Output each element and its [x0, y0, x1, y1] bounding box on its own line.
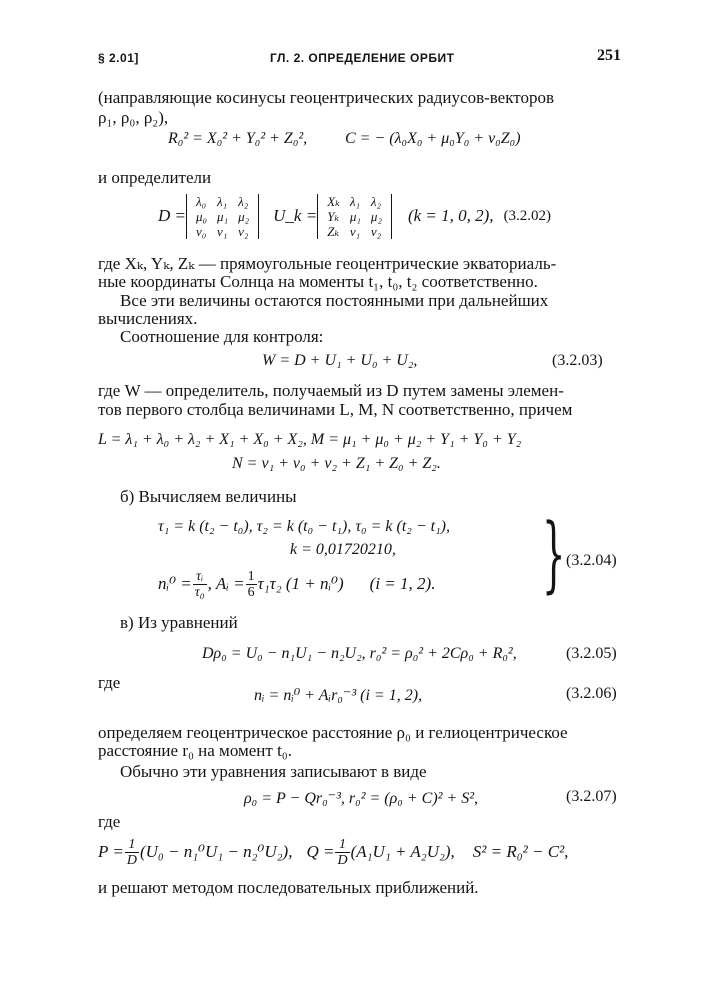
determinant-cell: ν₁ — [349, 223, 361, 239]
determinant-cell: μ₁ — [349, 208, 361, 224]
determinant-cell: μ₀ — [196, 208, 208, 224]
equation-number: (3.2.04) — [566, 552, 617, 569]
fraction-numerator: 1 — [335, 837, 349, 853]
determinant-cell: ν₂ — [238, 223, 249, 239]
fraction-denominator: D — [337, 852, 348, 868]
equation-number: (3.2.05) — [566, 645, 617, 662]
chapter-title: ГЛ. 2. ОПРЕДЕЛЕНИЕ ОРБИТ — [270, 51, 455, 65]
equation-r0: R₀² = X₀² + Y₀² + Z₀², — [168, 130, 308, 147]
det-condition: (k = 1, 0, 2), — [407, 206, 494, 225]
fraction-denominator: 6 — [247, 584, 255, 600]
determinant-row — [322, 224, 387, 239]
paragraph-line: (направляющие косинусы геоцентрических радиусов-векторов — [98, 88, 554, 107]
equation-pqs — [98, 830, 568, 874]
paragraph-line: расстояние r₀ на момент t₀. — [98, 741, 292, 760]
fraction — [193, 569, 207, 600]
equation-n: N = ν₁ + ν₀ + ν₂ + Z₁ + Z₀ + Z₂. — [232, 455, 441, 472]
equation-drho: Dρ₀ = U₀ − n₁U₁ − n₂U₂, r₀² = ρ₀² + 2Cρ₀ + R₀², — [202, 645, 517, 662]
paragraph-line: где W — определитель, получаемый из D путем замены элемен- — [98, 381, 564, 400]
determinant-row — [191, 209, 254, 224]
eq-q-rhs: (A₁U₁ + A₂U₂), — [350, 842, 455, 861]
paragraph-line: Обычно эти уравнения записывают в виде — [120, 762, 427, 781]
paragraph-line: ρ₁, ρ₀, ρ₂), — [98, 108, 169, 127]
determinant-cell: Xₖ — [327, 193, 340, 209]
page-number: 251 — [597, 47, 621, 64]
fraction — [125, 837, 139, 868]
paragraph-line: и решают методом последовательных приближений. — [98, 878, 479, 897]
det-d-label: D = — [158, 206, 186, 225]
eq-a-lhs: , Aᵢ = — [207, 574, 245, 593]
determinant-cell: λ₁ — [349, 193, 361, 209]
equation-number: (3.2.07) — [566, 788, 617, 805]
equation-number: (3.2.06) — [566, 685, 617, 702]
eq-p-rhs: (U₀ − n₁⁰U₁ − n₂⁰U₂), — [139, 842, 293, 861]
equation-n-a — [158, 564, 435, 604]
eq-q-lhs: Q = — [306, 842, 335, 861]
determinant-cell: λ₁ — [217, 193, 228, 209]
fraction — [335, 837, 349, 868]
paragraph-line: где — [98, 812, 121, 831]
determinant-block — [158, 190, 551, 242]
equation-number: (3.2.03) — [552, 352, 603, 369]
equation-c: C = − (λ₀X₀ + μ₀Y₀ + ν₀Z₀) — [345, 130, 521, 147]
paragraph-line: где Xₖ, Yₖ, Zₖ — прямоугольные геоцентрические экваториаль- — [98, 254, 557, 273]
determinant-cell: ν₀ — [196, 223, 207, 239]
eq-s: S² = R₀² − C², — [472, 842, 569, 861]
determinant-cell: λ₀ — [196, 193, 207, 209]
determinant-row — [322, 209, 387, 224]
eq-p-lhs: P = — [98, 842, 124, 861]
equation-k: k = 0,01720210, — [290, 541, 396, 558]
equation-w: W = D + U₁ + U₀ + U₂, — [262, 352, 418, 369]
determinant-row — [322, 194, 387, 209]
fraction-denominator: D — [126, 852, 137, 868]
determinant-cell: μ₂ — [238, 208, 250, 224]
equation-ni: nᵢ = nᵢ⁰ + Aᵢr₀⁻³ (i = 1, 2), — [254, 687, 423, 704]
determinant-cell: λ₂ — [370, 193, 382, 209]
equation-tau: τ₁ = k (t₂ − t₀), τ₂ = k (t₀ − t₁), τ₀ = k (t₂ − t₁), — [158, 518, 450, 535]
paragraph-line: и определители — [98, 168, 212, 187]
fraction-denominator: τ₀ — [194, 584, 205, 600]
determinant-u — [317, 194, 392, 239]
det-u-label: U_k = — [273, 206, 318, 225]
paragraph-line: где — [98, 673, 121, 692]
eq-n-lhs: nᵢ⁰ = — [158, 574, 192, 593]
equation-number: (3.2.02) — [503, 207, 552, 224]
determinant-cell: Zₖ — [327, 223, 340, 239]
determinant-row — [191, 224, 254, 239]
determinant-cell: Yₖ — [327, 208, 340, 224]
determinant-row — [191, 194, 254, 209]
paragraph-line: в) Из уравнений — [120, 613, 238, 632]
paragraph-line: тов первого столбца величинами L, M, N соответственно, причем — [98, 400, 573, 419]
right-brace: } — [542, 507, 566, 602]
determinant-cell: ν₁ — [217, 223, 228, 239]
fraction-numerator: 1 — [247, 568, 255, 584]
fraction — [246, 569, 257, 600]
paragraph-line: б) Вычисляем величины — [120, 487, 297, 506]
equation-lm: L = λ₁ + λ₀ + λ₂ + X₁ + X₀ + X₂, M = μ₁ + μ₀ + μ₂ + Y₁ + Y₀ + Y₂ — [98, 431, 522, 448]
eq-index-range: (i = 1, 2). — [369, 574, 436, 593]
determinant-cell: ν₂ — [370, 223, 382, 239]
paragraph-line: вычислениях. — [98, 309, 198, 328]
determinant-cell: μ₁ — [217, 208, 229, 224]
paragraph-line: Все эти величины остаются постоянными при дальнейших — [120, 291, 549, 310]
equation-rho: ρ₀ = P − Qr₀⁻³, r₀² = (ρ₀ + C)² + S², — [244, 790, 479, 807]
determinant-d — [186, 194, 259, 239]
determinant-cell: μ₂ — [370, 208, 382, 224]
paragraph-line: ные координаты Солнца на моменты t₁, t₀, t₂ соответственно. — [98, 272, 538, 291]
determinant-cell: λ₂ — [238, 193, 249, 209]
paragraph-line: определяем геоцентрическое расстояние ρ₀ и гелиоцентрическое — [98, 723, 568, 742]
section-ref: § 2.01] — [98, 51, 139, 65]
paragraph-line: Соотношение для контроля: — [120, 327, 324, 346]
fraction-numerator: τᵢ — [193, 569, 207, 585]
fraction-numerator: 1 — [125, 837, 139, 853]
eq-a-rhs: τ₁τ₂ (1 + nᵢ⁰) — [257, 574, 344, 593]
